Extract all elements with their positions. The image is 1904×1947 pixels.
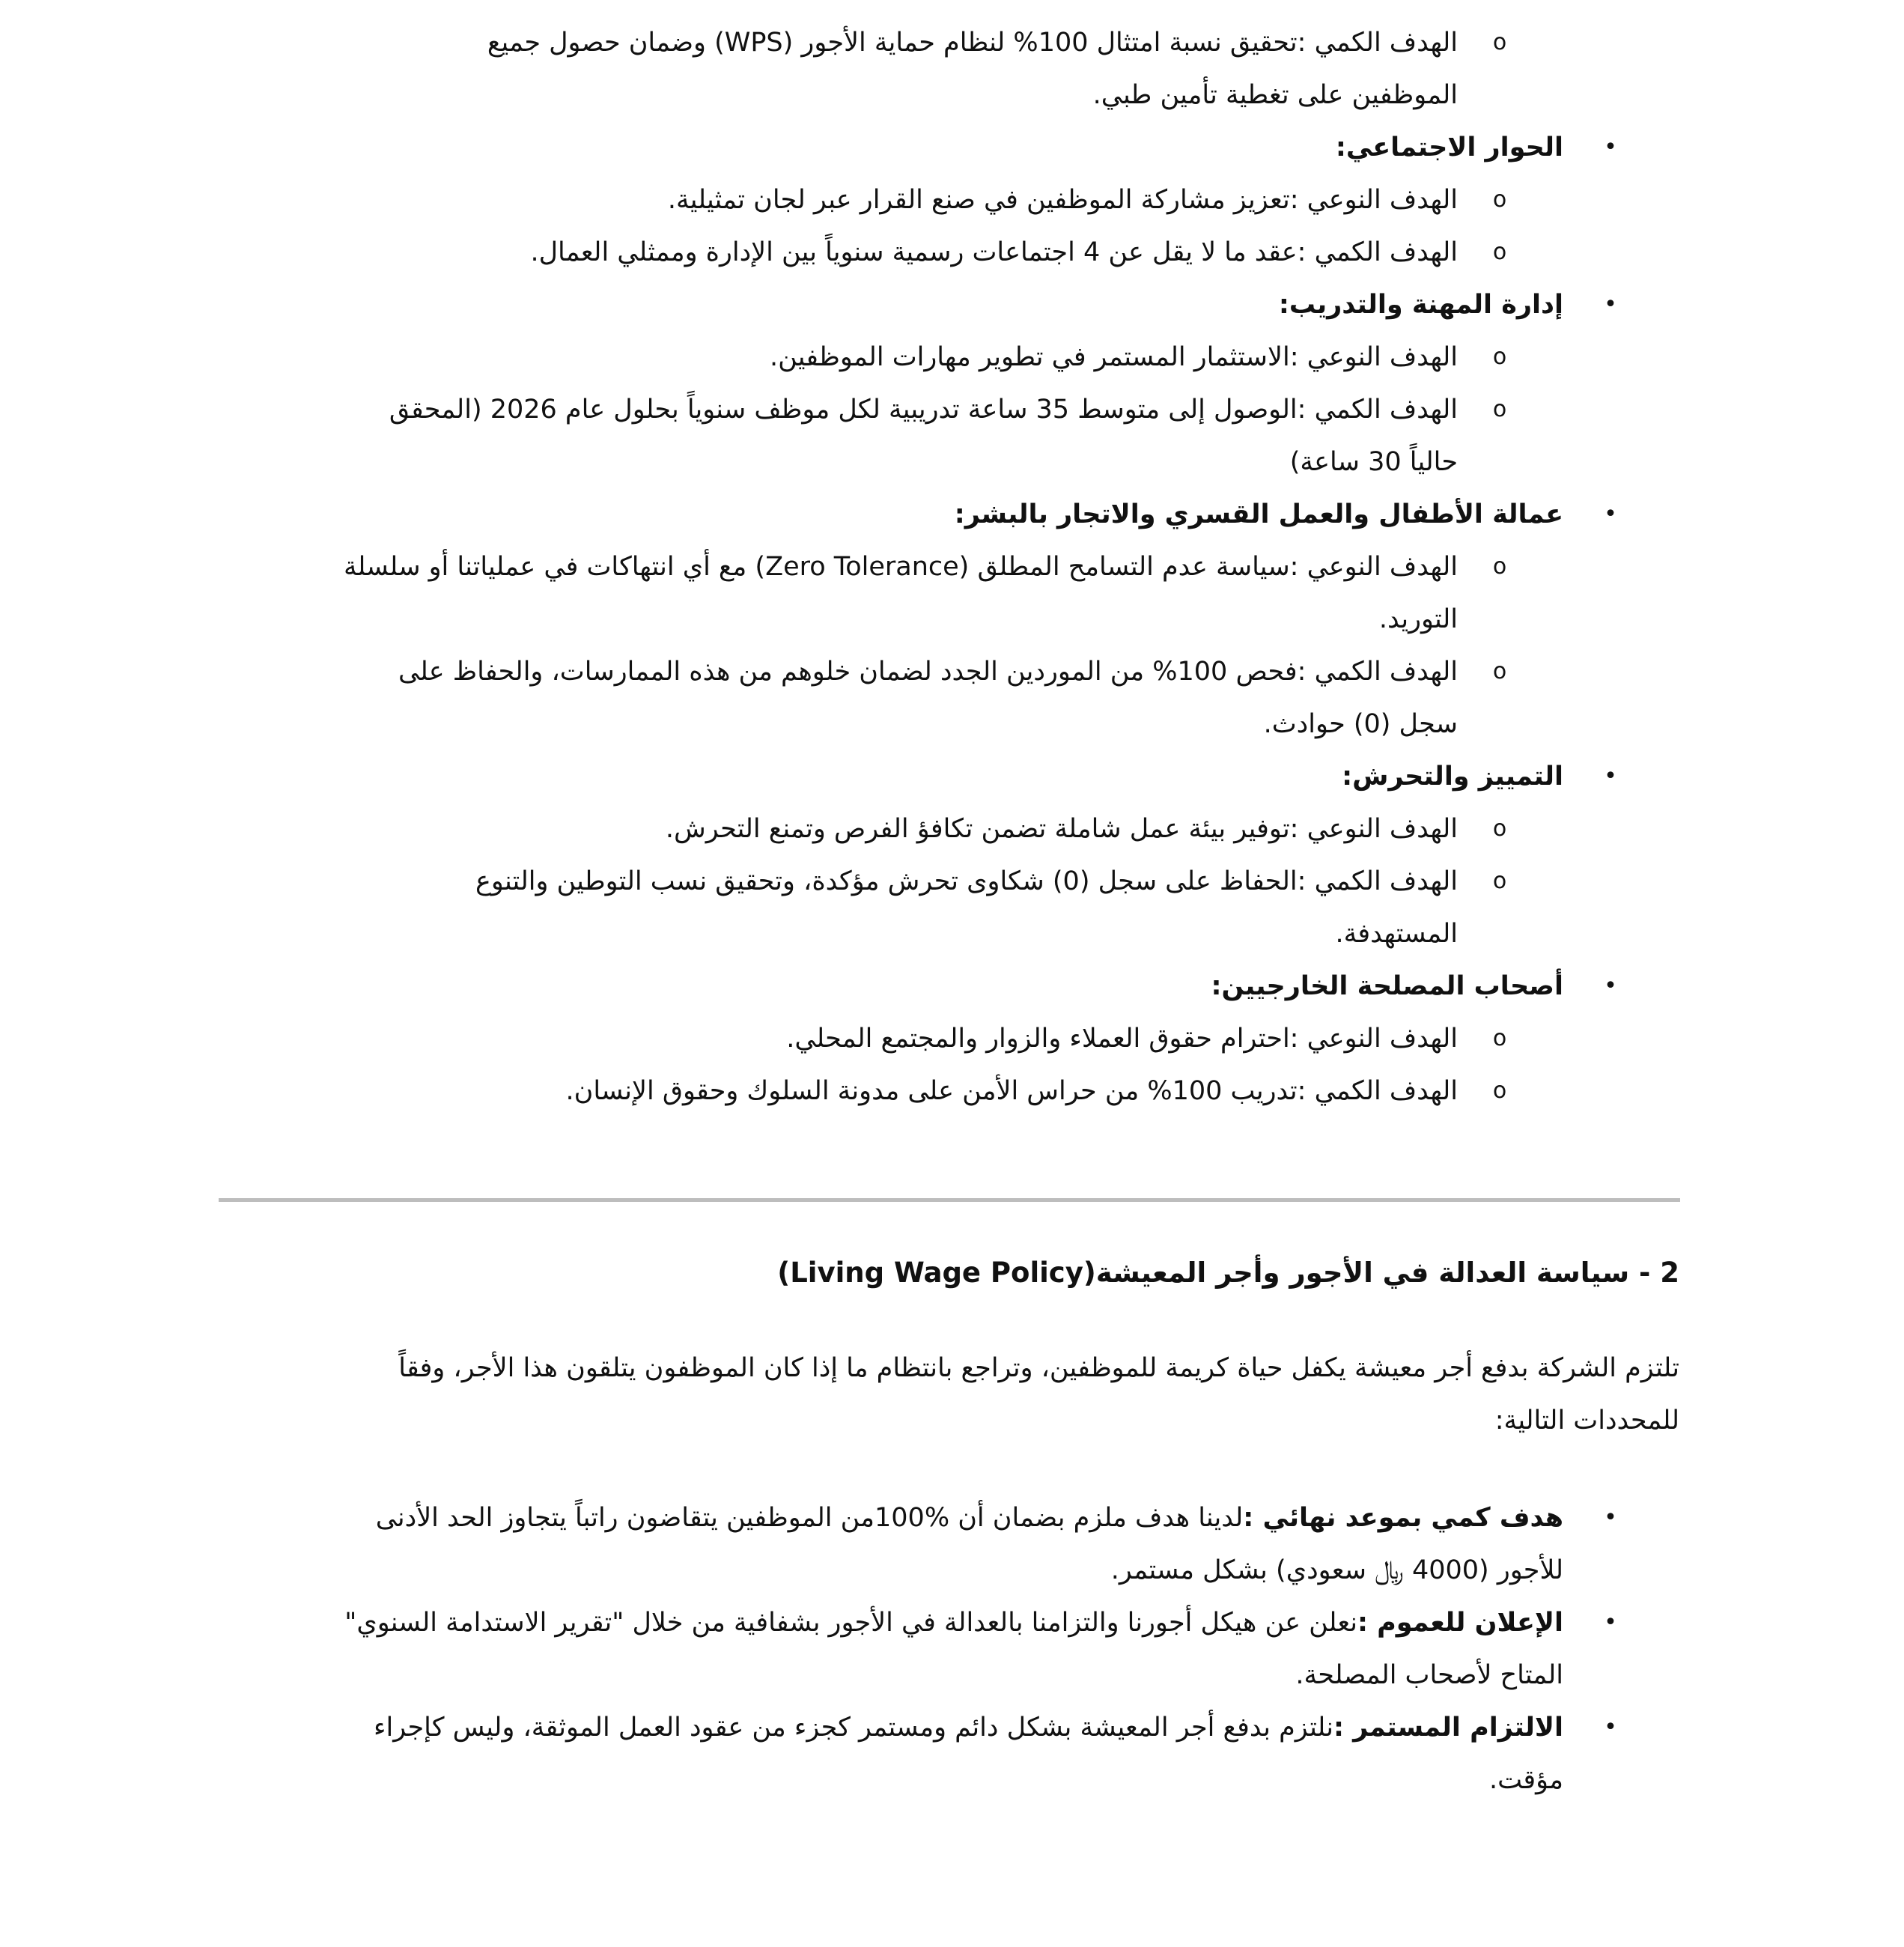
sub-item-line: الهدف الكمي :تدريب 100% من حراس الأمن على مدونة السلوك وحقوق الإنسان. (565, 1076, 1458, 1106)
topic-title: عمالة الأطفال والعمل القسري والاتجار بالبشر: (954, 499, 1563, 529)
bullet-marker: • (1604, 973, 1617, 999)
bullet-text: لدينا هدف ملزم بضمان أن %100من الموظفين يتقاضون راتباً يتجاوز الحد الأدنى (375, 1503, 1244, 1533)
sub-item-line: الهدف النوعي :الاستثمار المستمر في تطوير مهارات الموظفين. (769, 342, 1458, 372)
sub-item-line: الهدف النوعي :احترام حقوق العملاء والزوار والمجتمع المحلي. (786, 1024, 1458, 1054)
sub-item-line: الهدف الكمي :الوصول إلى متوسط 35 ساعة تدريبية لكل موظف سنوياً بحلول عام 2026 (المحقق (389, 395, 1458, 425)
bullet-marker: • (1604, 1504, 1617, 1531)
sub-bullet-marker: o (1492, 344, 1507, 370)
topic-title: الحوار الاجتماعي: (1335, 133, 1563, 162)
paragraph-line: للمحددات التالية: (1494, 1406, 1679, 1436)
sub-bullet-marker: o (1492, 658, 1507, 684)
sub-bullet-marker: o (1492, 1078, 1507, 1104)
bullet-marker: • (1604, 763, 1617, 789)
bullet-marker: • (1604, 291, 1617, 318)
topic-title: التمييز والتحرش: (1342, 762, 1563, 792)
bullet-marker: • (1604, 134, 1617, 160)
sub-bullet-marker: o (1492, 239, 1507, 265)
sub-item-line: الهدف الكمي :تحقيق نسبة امتثال 100% لنظام حماية الأجور (WPS) وضمان حصول جميع (487, 28, 1458, 58)
bullet-text: نعلن عن هيكل أجورنا والتزامنا بالعدالة في الأجور بشفافية من خلال "تقرير الاستدامة السنوي" (344, 1608, 1357, 1638)
sub-item-line: المستهدفة. (1335, 919, 1458, 949)
bullet-text: نلتزم بدفع أجر المعيشة بشكل دائم ومستمر كجزء من عقود العمل الموثقة، وليس كإجراء (374, 1713, 1333, 1743)
bullet-line: مؤقت. (1488, 1765, 1563, 1795)
sub-item-line: الهدف الكمي :فحص 100% من الموردين الجدد لضمان خلوهم من هذه الممارسات، والحفاظ على (398, 657, 1458, 687)
sub-item-line: حالياً 30 ساعة) (1289, 447, 1458, 477)
sub-bullet-marker: o (1492, 396, 1507, 422)
section-divider (219, 1198, 1680, 1202)
topic-title: إدارة المهنة والتدريب: (1278, 290, 1563, 320)
bullet-marker: • (1604, 501, 1617, 527)
bullet-marker: • (1604, 1714, 1617, 1740)
sub-item-line: الهدف الكمي :عقد ما لا يقل عن 4 اجتماعات رسمية سنوياً بين الإدارة وممثلي العمال. (530, 237, 1458, 267)
bullet-marker: • (1604, 1609, 1617, 1635)
bullet-line (376, 1492, 1563, 1544)
bullet-line: المتاح لأصحاب المصلحة. (1295, 1660, 1563, 1690)
sub-item-line: الهدف الكمي :الحفاظ على سجل (0) شكاوى تحرش مؤكدة، وتحقيق نسب التوطين والتنوع (475, 866, 1458, 896)
sub-item-line: الهدف النوعي :توفير بيئة عمل شاملة تضمن تكافؤ الفرص وتمنع التحرش. (665, 814, 1458, 844)
sub-bullet-marker: o (1492, 186, 1507, 213)
bullet-line (344, 1597, 1563, 1649)
sub-item-line: سجل (0) حوادث. (1263, 709, 1458, 739)
paragraph-line: تلتزم الشركة بدفع أجر معيشة يكفل حياة كريمة للموظفين، وتراجع بانتظام ما إذا كان الموظفون يتلقون هذا الأجر، وفقاً (398, 1353, 1679, 1383)
topic-title: أصحاب المصلحة الخارجيين: (1211, 971, 1563, 1001)
bullet-label: الإعلان للعموم : (1357, 1608, 1563, 1638)
sub-item-line: الهدف النوعي :سياسة عدم التسامح المطلق (Zero Tolerance) مع أي انتهاكات في عملياتنا أو سلسلة (344, 552, 1458, 582)
sub-item-line: الموظفين على تغطية تأمين طبي. (1092, 80, 1458, 110)
bullet-line: للأجور (4000 ﷼ سعودي) بشكل مستمر. (1110, 1555, 1563, 1585)
section-heading: 2 - سياسة العدالة في الأجور وأجر المعيشة(Living Wage Policy) (777, 1257, 1679, 1289)
bullet-line (374, 1701, 1563, 1754)
sub-bullet-marker: o (1492, 868, 1507, 894)
sub-bullet-marker: o (1492, 29, 1507, 55)
sub-item-line: الهدف النوعي :تعزيز مشاركة الموظفين في صنع القرار عبر لجان تمثيلية. (667, 185, 1458, 215)
sub-bullet-marker: o (1492, 553, 1507, 580)
bullet-label: هدف كمي بموعد نهائي : (1243, 1503, 1563, 1533)
sub-bullet-marker: o (1492, 1025, 1507, 1051)
sub-bullet-marker: o (1492, 815, 1507, 842)
sub-item-line: التوريد. (1378, 604, 1458, 634)
bullet-label: الالتزام المستمر : (1333, 1713, 1563, 1743)
